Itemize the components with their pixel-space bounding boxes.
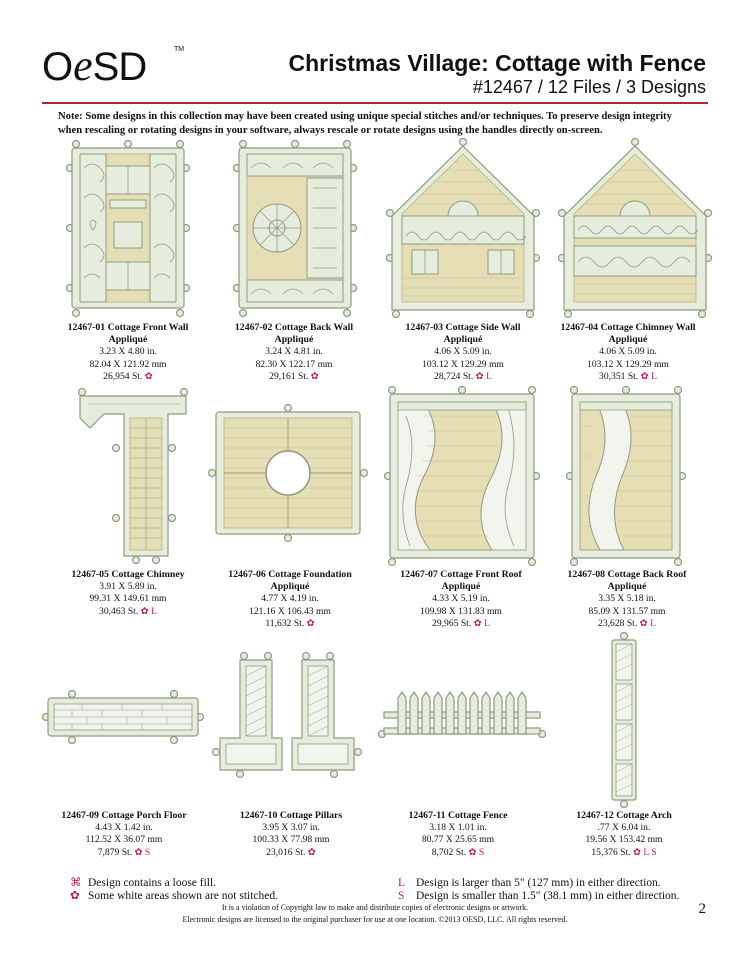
design-caption-01: 12467-01 Cottage Front Wall Appliqué 3.23 X 4.80 in. 82.04 X 121.92 mm 26,954 St. ✿	[67, 322, 189, 382]
design-note: Note: Some designs in this collection may have been created using unique special stitches and/or techniques. To preserve design integrity when rescaling or rotating designs in your software, always rescale or rotate designs using the handles directly on-screen.	[58, 111, 672, 136]
design-thumbnail-chimney-wall	[558, 138, 712, 318]
front-roof-drawing	[384, 386, 540, 566]
design-thumbnail-back-roof	[566, 386, 686, 566]
design-thumbnail-chimney	[76, 388, 190, 564]
chimney-drawing	[76, 388, 190, 564]
design-thumbnail-back-wall	[233, 138, 357, 318]
design-caption-04: 12467-04 Cottage Chimney Wall Appliqué 4.06 X 5.09 in. 103.12 X 129.29 mm 30,351 St. ✿ L	[560, 322, 696, 382]
page-title: Christmas Village: Cottage with Fence	[288, 50, 706, 76]
design-thumbnail-pillars	[212, 652, 362, 778]
legend-large: L Design is larger than 5" (127 mm) in either direction.	[398, 877, 661, 889]
design-thumbnail-porch-floor	[42, 690, 204, 744]
design-caption-12: 12467-12 Cottage Arch .77 X 6.04 in. 19.56 X 153.42 mm 15,376 St. ✿ L S	[576, 810, 672, 858]
copyright-notice: It is a violation of Copyright law to make and distribute copies of electronic designs or artwork.	[221, 903, 529, 912]
design-caption-06: 12467-06 Cottage Foundation Appliqué 4.77 X 4.19 in. 121.16 X 106.43 mm 11,632 St. ✿	[228, 569, 352, 629]
license-notice: Electronic designs are licensed to the original purchaser for use at one location. ©2013 OESD, LLC. All rights reserved.	[182, 915, 568, 924]
loose-fill-icon: ⌘	[70, 877, 82, 889]
page-number: 2	[698, 901, 706, 917]
arch-drawing	[606, 632, 642, 808]
legend-small: S Design is smaller than 1.5" (38.1 mm) in either direction.	[398, 890, 680, 902]
large-flag-icon: L	[398, 877, 406, 889]
page-subtitle: #12467 / 12 Files / 3 Designs	[472, 77, 706, 97]
design-caption-07: 12467-07 Cottage Front Roof Appliqué 4.33 X 5.19 in. 109.98 X 131.83 mm 29,965 St. ✿ L	[400, 569, 522, 629]
legend-white-areas: ✿ Some white areas shown are not stitched.	[70, 890, 279, 902]
design-thumbnail-fence	[378, 686, 546, 742]
front-wall-drawing	[66, 138, 190, 318]
design-caption-11: 12467-11 Cottage Fence 3.18 X 1.01 in. 80.77 X 25.65 mm 8,702 St. ✿ S	[408, 810, 508, 858]
small-flag-icon: S	[398, 890, 405, 902]
back-wall-drawing	[233, 138, 357, 318]
porch-floor-drawing	[42, 690, 204, 744]
design-thumbnail-side-wall	[386, 138, 540, 318]
fence-drawing	[378, 686, 546, 742]
design-caption-08: 12467-08 Cottage Back Roof Appliqué 3.35 X 5.18 in. 85.09 X 131.57 mm 23,628 St. ✿ L	[567, 569, 687, 629]
oesd-logo	[42, 41, 185, 90]
design-caption-05: 12467-05 Cottage Chimney 3.91 X 5.89 in. 99.31 X 149.61 mm 30,463 St. ✿ L	[71, 569, 185, 617]
logo-wordmark: OeSD	[42, 41, 147, 90]
pillars-drawing	[212, 652, 362, 778]
foundation-drawing	[208, 404, 368, 542]
design-caption-09: 12467-09 Cottage Porch Floor 4.43 X 1.42 in. 112.52 X 36.07 mm 7,879 St. ✿ S	[61, 810, 187, 858]
side-wall-drawing	[386, 138, 540, 318]
design-caption-10: 12467-10 Cottage Pillars 3.95 X 3.07 in. 100.33 X 77.98 mm 23,016 St. ✿	[239, 810, 343, 858]
chimney-wall-drawing	[558, 138, 712, 318]
design-thumbnail-arch	[606, 632, 642, 808]
white-areas-icon: ✿	[70, 890, 80, 902]
design-thumbnail-front-roof	[384, 386, 540, 566]
logo-trademark: TM	[174, 46, 185, 53]
design-caption-03: 12467-03 Cottage Side Wall Appliqué 4.06 X 5.09 in. 103.12 X 129.29 mm 28,724 St. ✿ L	[405, 322, 521, 382]
design-caption-02: 12467-02 Cottage Back Wall Appliqué 3.24 X 4.81 in. 82.30 X 122.17 mm 29,161 St. ✿	[234, 322, 354, 382]
legend-loose-fill: ⌘ Design contains a loose fill.	[70, 877, 217, 889]
design-thumbnail-foundation	[208, 404, 368, 542]
design-thumbnail-front-wall	[66, 138, 190, 318]
back-roof-drawing	[566, 386, 686, 566]
header-divider	[42, 102, 708, 104]
